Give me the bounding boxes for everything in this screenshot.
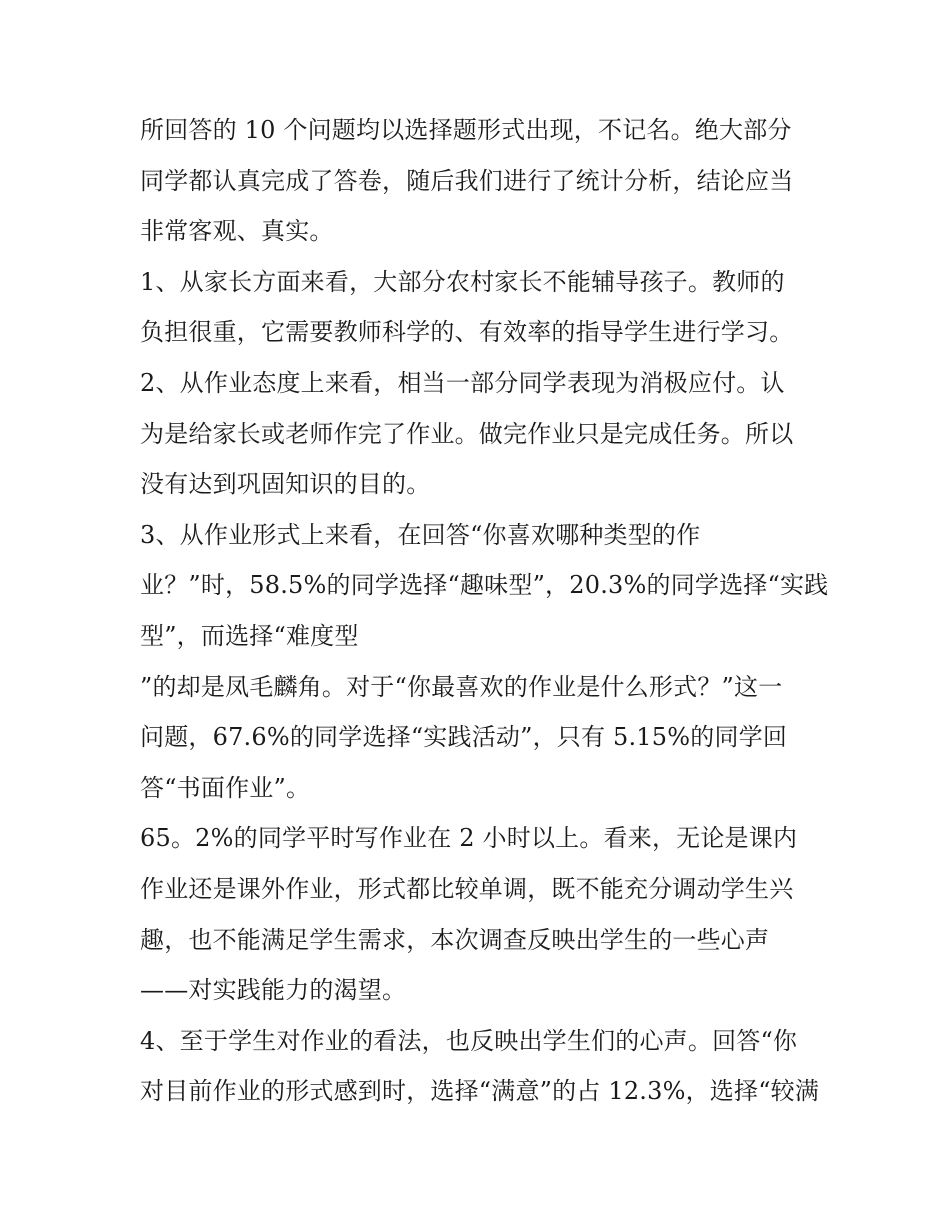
text-line: 1、从家长方面来看，大部分农村家长不能辅导孩子。教师的 bbox=[140, 267, 785, 296]
text-line: 没有达到巩固知识的目的。 bbox=[140, 470, 431, 499]
text-line: 问题，67.6%的同学选择“实践活动”，只有 5.15%的同学回 bbox=[140, 723, 788, 752]
text-line: 非常客观、真实。 bbox=[140, 217, 334, 246]
text-line: 作业还是课外作业，形式都比较单调，既不能充分调动学生兴 bbox=[140, 874, 794, 903]
text-line: 3、从作业形式上来看，在回答“你喜欢哪种类型的作 bbox=[140, 520, 701, 549]
text-line: ——对实践能力的渴望。 bbox=[140, 976, 407, 1005]
text-line: 65。2%的同学平时写作业在 2 小时以上。看来，无论是课内 bbox=[140, 824, 798, 853]
text-line: 负担很重，它需要教师科学的、有效率的指导学生进行学习。 bbox=[140, 318, 794, 347]
text-line: 答“书面作业”。 bbox=[140, 773, 311, 802]
text-line: 对目前作业的形式感到时，选择“满意”的占 12.3%，选择“较满 bbox=[140, 1077, 820, 1106]
text-line: 4、至于学生对作业的看法，也反映出学生们的心声。回答“你 bbox=[140, 1026, 798, 1055]
text-line: 为是给家长或老师作完了作业。做完作业只是完成任务。所以 bbox=[140, 419, 794, 448]
text-line: 同学都认真完成了答卷，随后我们进行了统计分析，结论应当 bbox=[140, 166, 794, 195]
document-body bbox=[140, 105, 829, 1117]
text-line: 趣，也不能满足学生需求，本次调查反映出学生的一些心声 bbox=[140, 925, 770, 954]
text-line: 型”，而选择“难度型 bbox=[140, 621, 359, 650]
text-line: 所回答的 10 个问题均以选择题形式出现，不记名。绝大部分 bbox=[140, 116, 792, 144]
text-line: ”的却是凤毛麟角。对于“你最喜欢的作业是什么形式？”这一 bbox=[140, 672, 783, 701]
text-line: 2、从作业态度上来看，相当一部分同学表现为消极应付。认 bbox=[140, 368, 785, 397]
text-line: 业？”时，58.5%的同学选择“趣味型”，20.3%的同学选择“实践 bbox=[140, 571, 829, 600]
